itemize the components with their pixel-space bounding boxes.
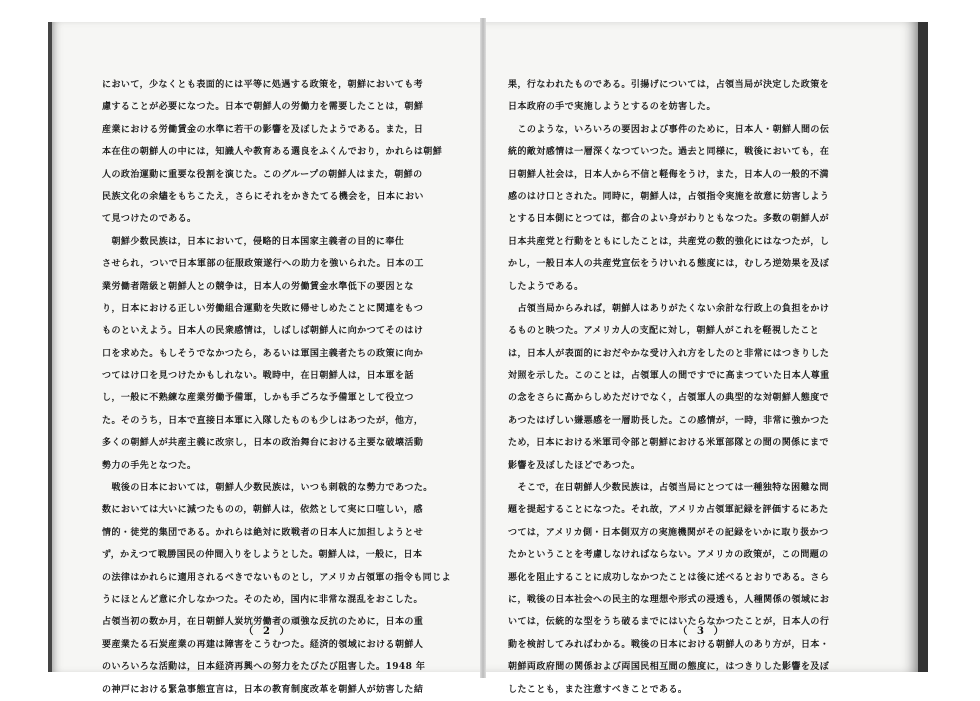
text-line: あつたはげしい嫌悪感を一層助長した。この感情が，一時，非常に強かつた [508, 415, 830, 426]
text-line: 勢力の手先となつた。 [102, 460, 197, 471]
text-line: の神戸における緊急事態宣言は，日本の教育制度改革を朝鮮人が妨害した結 [102, 684, 424, 695]
text-line: 口を求めた。もしそうでなかつたら，あるいは軍国主義者たちの政策に向か [102, 348, 424, 359]
text-line: 朝鮮少数民族は，日本において，侵略的日本国家主義者の目的に奉仕 [102, 236, 405, 247]
text-line: は，日本人が表面的におだやかな受け入れ方をしたのと非常にはつきりした [508, 348, 830, 359]
text-line: 要産業たる石炭産業の再建は障害をこうむつた。経済的領域における朝鮮人 [102, 639, 424, 650]
text-line: 感のはけ口とされた。同時に，朝鮮人は，占領指令実施を故意に妨害しよう [508, 191, 830, 202]
text-line: 情的・徒党的集団である。かれらは絶対に敗戦者の日本人に加担しようとせ [102, 527, 424, 538]
text-line: 日朝鮮人社会は，日本人から不信と軽侮をうけ，また，日本人の一般的不満 [508, 169, 829, 180]
text-line: たかということを考慮しなければならない。アメリカの政策が，この問題の [508, 550, 829, 561]
text-line: の法律はかれらに適用されるべきでないものとし，アメリカ占領軍の指令も同じよ [102, 572, 452, 583]
text-line: 産業における労働賃金の水準に若干の影響を及ぼしたようである。また，日 [102, 124, 424, 135]
text-line: 影響を及ぼしたほどであつた。 [508, 460, 641, 471]
left-page-number: （ 2 ） [243, 626, 293, 637]
text-line: 題を提起することになつた。それ故，アメリカ占領軍記録を評価するにあた [508, 505, 829, 516]
text-line: したことも，また注意すべきことである。 [508, 684, 688, 695]
text-line: 統的敵対感情は一層深くなつていつた。過去と同様に，戦後においても，在 [508, 147, 830, 158]
text-line: に，戦後の日本社会への民主的な理想や形式の浸透も，人種関係の領域にお [508, 594, 830, 605]
text-line: 果，行なわれたものである。引揚げについては，占領当局が決定した政策を [508, 80, 830, 90]
text-line: 占領当局からみれば，朝鮮人はありがたくない余計な行政上の負担をかけ [508, 303, 830, 314]
right-page-number: （ 3 ） [677, 626, 727, 637]
right-page [486, 22, 928, 695]
left-page-body-text [102, 74, 462, 701]
text-line: 対照を示した。このことは，占領軍人の間ですでに高まつていた日本人尊重 [508, 371, 830, 382]
text-line: 戦後の日本においては，朝鮮人少数民族は，いつも刺戟的な勢力であつた。 [102, 483, 433, 494]
text-line: るものと映つた。アメリカ人の支配に対し，朝鮮人がこれを軽視したこと [508, 326, 820, 337]
text-line: た。そのうち，日本で直接日本軍に入隊したものも少しはあつたが，他方， [102, 415, 424, 426]
text-line: ず，かえつて戦勝国民の仲間入りをしようとした。朝鮮人は，一般に，日本 [102, 550, 423, 561]
text-line: のいろいろな活動は，日本経済再興への努力をたびたび阻害した。1948 年 [102, 662, 426, 673]
text-line: つてはけ口を見つけたかもしれない。戦時中，在日朝鮮人は，日本軍を話 [102, 371, 414, 382]
text-line: 日本政府の手で実施しようとするのを妨害した。 [508, 102, 716, 113]
text-line: したようである。 [508, 281, 584, 292]
text-line: 朝鮮両政府間の関係および両国民相互間の態度に，はつきりした影響を及ぼ [508, 662, 830, 673]
text-line: かし，一般日本人の共産党宣伝をうけいれる態度には，むしろ逆効果を及ぼ [508, 259, 830, 270]
text-line: の念をさらに高からしめただけでなく，占領軍人の典型的な対朝鮮人態度で [508, 393, 830, 404]
text-line: し，一般に不熟練な産業労働予備軍，しかも手ごろな予備軍として役立つ [102, 393, 414, 404]
text-line: 人の政治運動に重要な役割を演じた。このグループの朝鮮人はまた，朝鮮の [102, 169, 423, 180]
text-line: 占領当初の数か月，在日朝鮮人炭坑労働者の頑強な反抗のために，日本の重 [102, 617, 424, 628]
text-line: させられ，ついで日本軍部の征服政策遂行への助力を強いられた。日本の工 [102, 259, 424, 270]
text-line: そこで，在日朝鮮人少数民族は，占領当局にとつては一種独特な困難な問 [508, 483, 829, 494]
text-line: 民族文化の余燼をもちこたえ，さらにそれをかきたてる機会を，日本におい [102, 191, 424, 202]
text-line: つては，アメリカ側・日本側双方の実施機関がその記録をいかに取り扱かつ [508, 527, 829, 538]
text-line: 業労働者階級と朝鮮人との競争は，日本人の労働賃金水準低下の要因とな [102, 281, 414, 292]
text-line: とする日本側にとつては，都合のよい身がわりともなつた。多数の朝鮮人が [508, 214, 830, 225]
text-line: ものといえよう。日本人の民衆感情は，しばしば朝鮮人に向かつてそのはけ [102, 326, 424, 337]
text-line: て見つけたのである。 [102, 214, 197, 225]
text-line: ため，日本における米軍司令部と朝鮮における米軍部隊との間の関係にまで [508, 438, 829, 449]
text-line: 日本共産党と行動をともにしたことは，共産党の数的強化にはなつたが，し [508, 236, 830, 247]
text-line: うにほとんど意に介しなかつた。そのため，国内に非常な混乱をおこした。 [102, 594, 423, 605]
text-line: 慮することが必要になつた。日本で朝鮮人の労働力を需要したことは，朝鮮 [102, 102, 424, 113]
left-page [48, 22, 484, 695]
text-line: いては，伝統的な型をうち破るまでにはいたらなかつたことが，日本人の行 [508, 617, 830, 628]
text-line: 多くの朝鮮人が共産主義に改宗し，日本の政治舞台における主要な破壊活動 [102, 438, 424, 449]
text-line: において，少なくとも表面的には平等に処遇する政策を，朝鮮においても考 [102, 80, 424, 90]
text-line: 悪化を阻止することに成功しなかつたことは後に述べるとおりである。さら [508, 572, 830, 583]
text-line: 動を検討してみればわかる。戦後の日本における朝鮮人のあり方が，日本・ [508, 639, 830, 650]
text-line: 本在住の朝鮮人の中には，知識人や教育ある選良をふくんでおり，かれらは朝鮮 [102, 147, 443, 158]
text-line: このような，いろいろの要因および事件のために，日本人・朝鮮人間の伝 [508, 124, 830, 135]
text-line: 数においては大いに減つたものの，朝鮮人は，依然として実に口喧しい，感 [102, 505, 423, 516]
right-page-body-text [508, 74, 890, 701]
text-line: り，日本における正しい労働組合運動を失敗に帰せしめたことに関連をもつ [102, 303, 424, 314]
